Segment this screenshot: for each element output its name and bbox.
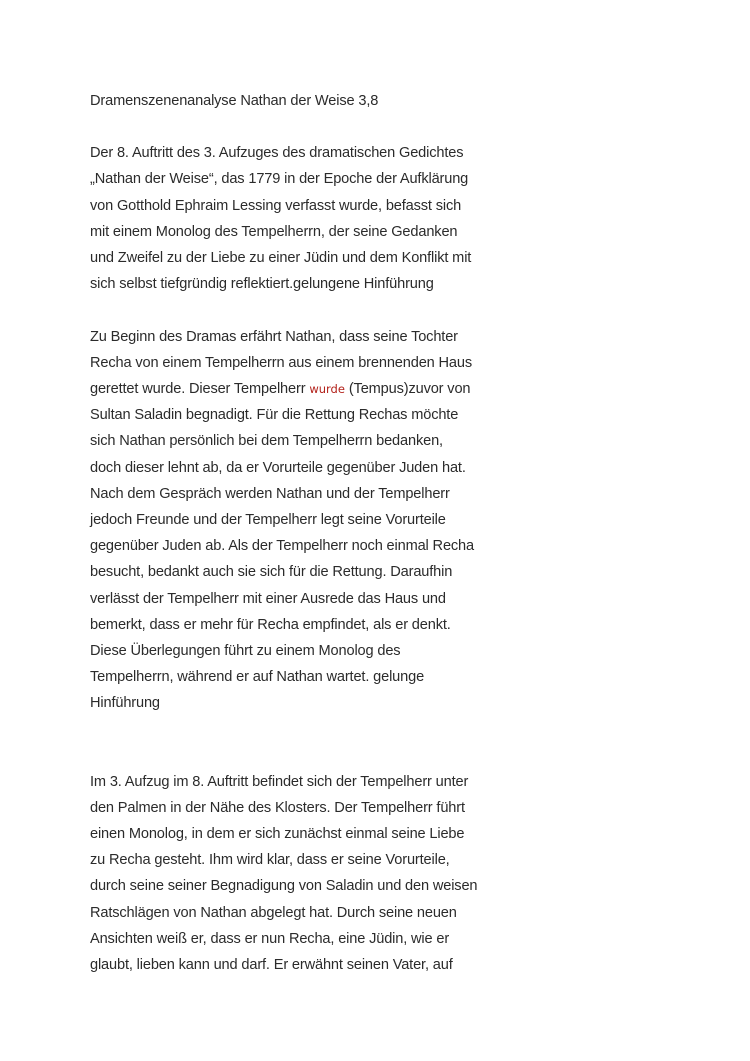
- document-title: Dramenszenenanalyse Nathan der Weise 3,8: [90, 93, 379, 109]
- text-segment: gerettet wurde. Dieser Tempelherr: [90, 381, 310, 398]
- text-line: Der 8. Auftritt des 3. Aufzuges des dramatischen Gedichtes: [90, 145, 464, 162]
- paragraph-introduction: [90, 140, 520, 297]
- teacher-correction: wurde: [309, 382, 345, 397]
- text-line: mit einem Monolog des Tempelherrn, der seine Gedanken: [90, 223, 458, 240]
- text-line: Diese Überlegungen führt zu einem Monolog des: [90, 643, 401, 660]
- paragraph-summary: [90, 324, 520, 717]
- text-line: Nach dem Gespräch werden Nathan und der Tempelherr: [90, 485, 450, 502]
- text-line: einen Monolog, in dem er sich zunächst einmal seine Liebe: [90, 826, 465, 843]
- paragraph-gap: [90, 297, 520, 323]
- text-line: Im 3. Aufzug im 8. Auftritt befindet sich der Tempelherr unter: [90, 773, 469, 790]
- text-line: sich selbst tiefgründig reflektiert.gelungene Hinführung: [90, 276, 434, 293]
- text-line: gegenüber Juden ab. Als der Tempelherr noch einmal Recha: [90, 538, 474, 555]
- text-line: verlässt der Tempelherr mit einer Ausrede das Haus und: [90, 590, 446, 607]
- text-line: besucht, bedankt auch sie sich für die Rettung. Daraufhin: [90, 564, 453, 581]
- text-line: Sultan Saladin begnadigt. Für die Rettung Rechas möchte: [90, 407, 459, 424]
- text-line: doch dieser lehnt ab, da er Vorurteile gegenüber Juden hat.: [90, 459, 466, 476]
- text-line: durch seine seiner Begnadigung von Saladin und den weisen: [90, 878, 478, 895]
- text-line: Tempelherrn, während er auf Nathan wartet. gelunge: [90, 669, 425, 686]
- text-line: und Zweifel zu der Liebe zu einer Jüdin und dem Konflikt mit: [90, 250, 472, 267]
- document-body: [90, 88, 520, 978]
- text-segment: (Tempus)zuvor von: [344, 381, 471, 398]
- text-line: Ratschlägen von Nathan abgelegt hat. Durch seine neuen: [90, 904, 457, 921]
- text-line: Hinführung: [90, 695, 160, 712]
- text-line: Ansichten weiß er, dass er nun Recha, eine Jüdin, wie er: [90, 930, 450, 947]
- paragraph-gap: [90, 717, 520, 769]
- text-line: sich Nathan persönlich bei dem Tempelherrn bedanken,: [90, 433, 443, 450]
- text-line: jedoch Freunde und der Tempelherr legt seine Vorurteile: [90, 512, 446, 529]
- text-line: glaubt, lieben kann und darf. Er erwähnt seinen Vater, auf: [90, 957, 453, 974]
- text-line: den Palmen in der Nähe des Klosters. Der Tempelherr führt: [90, 799, 465, 816]
- text-line: Recha von einem Tempelherrn aus einem brennenden Haus: [90, 354, 472, 371]
- text-line: von Gotthold Ephraim Lessing verfasst wurde, befasst sich: [90, 197, 462, 214]
- text-line: bemerkt, dass er mehr für Recha empfindet, als er denkt.: [90, 616, 451, 633]
- text-line: zu Recha gesteht. Ihm wird klar, dass er seine Vorurteile,: [90, 852, 450, 869]
- text-line-with-correction: [90, 376, 520, 402]
- paragraph-analysis: [90, 769, 520, 979]
- text-line: „Nathan der Weise“, das 1779 in der Epoche der Aufklärung: [90, 171, 469, 188]
- text-line: Zu Beginn des Dramas erfährt Nathan, dass seine Tochter: [90, 328, 458, 345]
